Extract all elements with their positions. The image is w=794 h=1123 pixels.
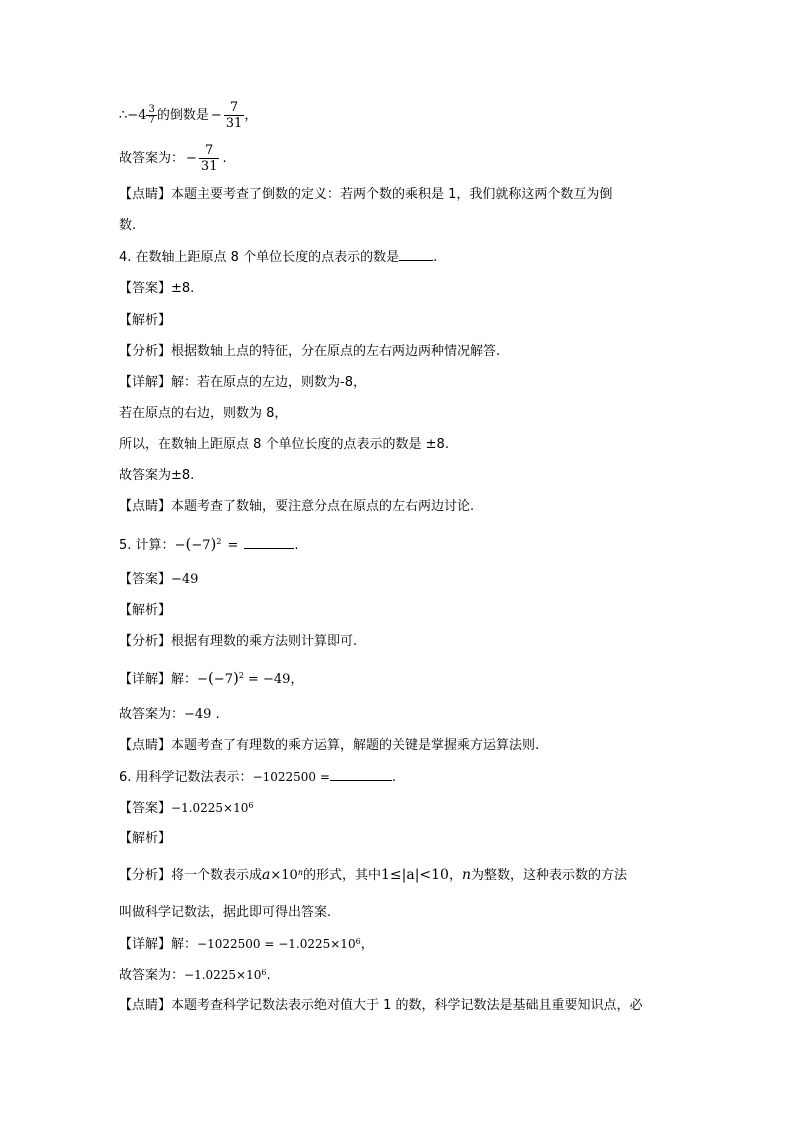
q4-detail: 【详解】解：若在原点的左边，则数为-8， (119, 375, 366, 390)
fraction-3-7: $\frac{3}{7}$ (148, 104, 155, 126)
note-reciprocal: 【点睛】本题主要考查了倒数的定义：若两个数的乘积是 1，我们就称这两个数互为倒 (119, 187, 613, 202)
q5-analysis-tag: 【解析】 (119, 603, 172, 618)
q6-analysis-tag: 【解析】 (119, 831, 172, 846)
q4-note: 【点睛】本题考查了数轴，要注意分点在原点的左右两边讨论. (119, 499, 475, 514)
q5-note: 【点睛】本题考查了有理数的乘方运算，解题的关键是掌握乘方运算法则. (119, 738, 540, 753)
q6-analysis: 【分析】将一个数表示成$a\times 10^n$的形式，其中1≤|a|<10，n为整数，这种表示数的方法 (119, 867, 628, 883)
q6-answer: 【答案】$-1.0225\times 10^6$ (119, 801, 254, 816)
q4-analysis-tag: 【解析】 (119, 313, 172, 328)
question-6: 6. 用科学记数法表示：−1022500 = . (119, 770, 397, 785)
q5-result: 故答案为：−49 . (119, 707, 220, 722)
q5-detail: 【详解】解：$-(-7)^2 = -49$， (119, 669, 304, 687)
q4-detail-3: 所以，在数轴上距原点 8 个单位长度的点表示的数是 ±8. (119, 437, 449, 452)
q6-result: 故答案为：$-1.0225\times 10^6$. (119, 968, 271, 983)
question-4: 4. 在数轴上距原点 8 个单位长度的点表示的数是 . (119, 250, 438, 265)
note-reciprocal-cont: 数. (119, 218, 137, 233)
q6-detail: 【详解】解：$-1022500 = -1.0225\times 10^6$， (119, 937, 374, 952)
q4-detail-4: 故答案为±8. (119, 468, 195, 483)
q6-analysis-cont: 叫做科学记数法，据此即可得出答案. (119, 905, 332, 920)
q5-answer: 【答案】−49 (119, 572, 199, 587)
question-5: 5. 计算：$-(-7)^2$ = . (119, 535, 299, 553)
fraction-7-31: $\frac{7}{31}$ (200, 143, 218, 174)
line-reciprocal-result: ∴−4 $\frac{3}{7}$ 的倒数是 − $\frac{7}{31}$ ， (119, 100, 258, 131)
q4-answer: 【答案】±8. (119, 281, 195, 296)
line-answer-reciprocal: 故答案为： − $\frac{7}{31}$ . (119, 143, 227, 174)
answer-blank (399, 248, 433, 261)
answer-blank (244, 536, 294, 549)
answer-blank (330, 768, 392, 781)
q6-note: 【点睛】本题考查科学记数法表示绝对值大于 1 的数，科学记数法是基础且重要知识点，必 (119, 998, 643, 1013)
fraction-7-31: $\frac{7}{31}$ (225, 100, 243, 131)
q4-detail-2: 若在原点的右边，则数为 8， (119, 406, 288, 421)
q4-analysis: 【分析】根据数轴上点的特征，分在原点的左右两边两种情况解答. (119, 344, 501, 359)
q5-analysis: 【分析】根据有理数的乘方法则计算即可. (119, 634, 358, 649)
